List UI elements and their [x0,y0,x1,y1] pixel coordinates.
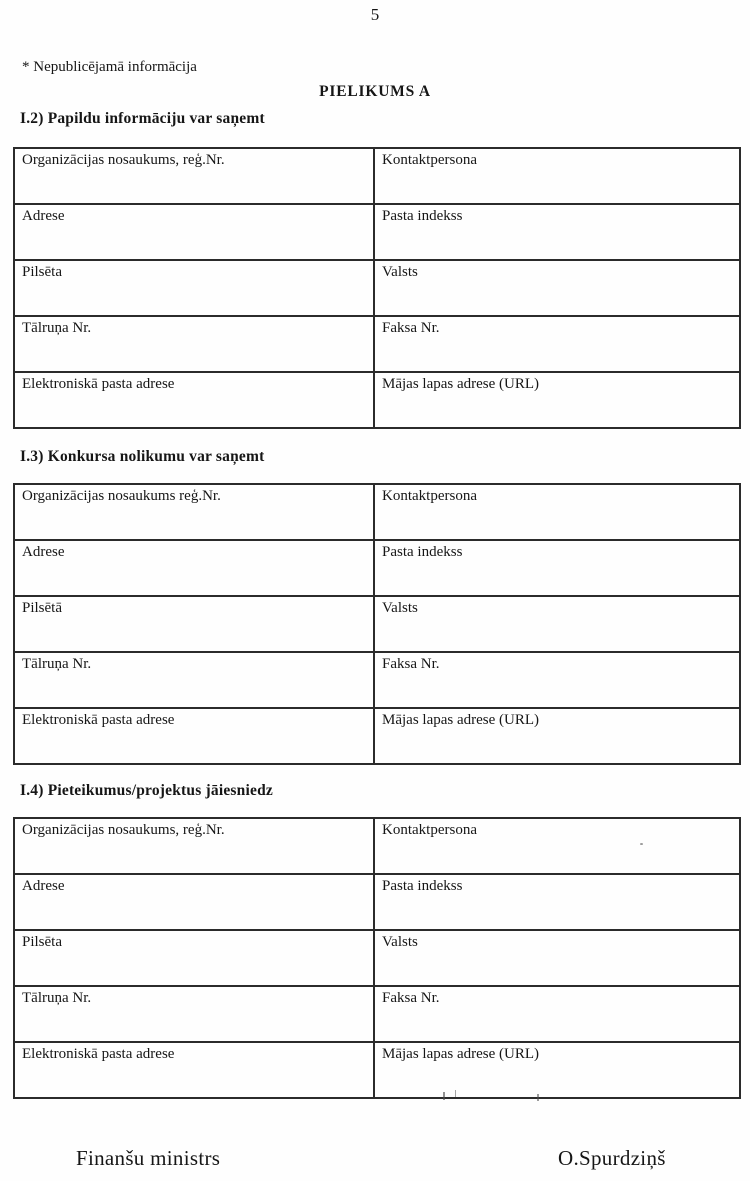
cell-email-label: Elektroniskā pasta adrese [14,1042,374,1098]
footnote-unpublished-info: * Nepublicējamā informācija [22,59,197,75]
scan-artifact [455,1090,456,1097]
cell-organization-label: Organizācijas nosaukums reģ.Nr. [14,484,374,540]
section-heading-i2: I.2) Papildu informāciju var saņemt [20,110,265,127]
cell-postal-code-label: Pasta indekss [374,874,740,930]
cell-address-label: Adrese [14,204,374,260]
section-heading-i4: I.4) Pieteikumus/projektus jāiesniedz [20,782,273,799]
cell-address-label: Adrese [14,874,374,930]
cell-contact-person-label: Kontaktpersona [374,484,740,540]
contact-form-table-i2 [13,147,741,429]
table-row [14,986,740,1042]
cell-city-label: Pilsēta [14,930,374,986]
signature-role: Finanšu ministrs [76,1146,221,1170]
cell-city-label: Pilsēta [14,260,374,316]
cell-url-label: Mājas lapas adrese (URL) [374,372,740,428]
cell-city-label: Pilsētā [14,596,374,652]
scan-artifact [537,1094,539,1101]
cell-phone-label: Tālruņa Nr. [14,316,374,372]
cell-postal-code-label: Pasta indekss [374,204,740,260]
table-row [14,372,740,428]
table-row [14,316,740,372]
table-row [14,204,740,260]
cell-contact-person-label: Kontaktpersona [374,818,740,874]
scan-artifact [443,1092,445,1100]
table-row [14,484,740,540]
table-row [14,148,740,204]
cell-country-label: Valsts [374,930,740,986]
annex-title: PIELIKUMS A [319,83,431,100]
page-number: 5 [370,5,380,24]
cell-organization-label: Organizācijas nosaukums, reģ.Nr. [14,148,374,204]
table-row [14,930,740,986]
table-row [14,874,740,930]
table-row [14,708,740,764]
table-row [14,1042,740,1098]
cell-country-label: Valsts [374,596,740,652]
cell-contact-person-label: Kontaktpersona [374,148,740,204]
cell-fax-label: Faksa Nr. [374,316,740,372]
cell-email-label: Elektroniskā pasta adrese [14,372,374,428]
cell-url-label: Mājas lapas adrese (URL) [374,708,740,764]
scan-artifact [640,843,643,845]
table-row [14,596,740,652]
contact-form-table-i4 [13,817,741,1099]
cell-address-label: Adrese [14,540,374,596]
cell-country-label: Valsts [374,260,740,316]
cell-postal-code-label: Pasta indekss [374,540,740,596]
cell-url-label: Mājas lapas adrese (URL) [374,1042,740,1098]
cell-email-label: Elektroniskā pasta adrese [14,708,374,764]
table-row [14,260,740,316]
cell-phone-label: Tālruņa Nr. [14,652,374,708]
cell-phone-label: Tālruņa Nr. [14,986,374,1042]
table-row [14,540,740,596]
cell-fax-label: Faksa Nr. [374,652,740,708]
cell-fax-label: Faksa Nr. [374,986,740,1042]
contact-form-table-i3 [13,483,741,765]
signature-name: O.Spurdziņš [558,1146,666,1170]
table-row [14,652,740,708]
cell-organization-label: Organizācijas nosaukums, reģ.Nr. [14,818,374,874]
section-heading-i3: I.3) Konkursa nolikumu var saņemt [20,448,265,465]
table-row [14,818,740,874]
